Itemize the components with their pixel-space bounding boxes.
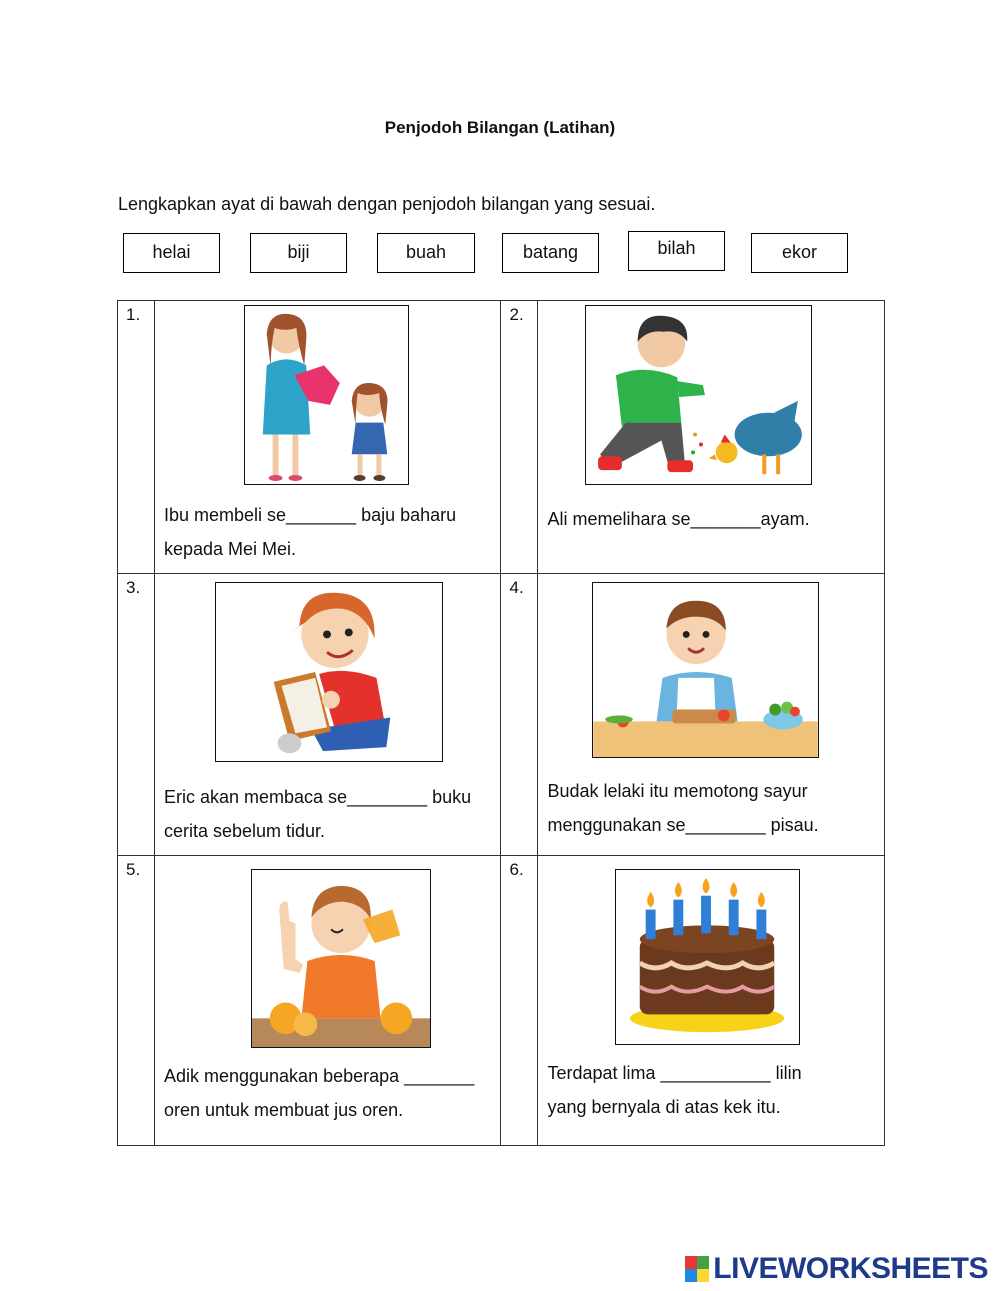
question-number: 3. (118, 574, 155, 856)
boy-reading-book-image (215, 582, 443, 762)
question-line-1: Ali memelihara se_______ayam. (547, 509, 810, 529)
question-cell-1 (154, 301, 501, 574)
question-line-1: Budak lelaki itu memotong sayur (547, 781, 808, 801)
question-number: 4. (501, 574, 538, 856)
question-line-2: kepada Mei Mei. (163, 539, 297, 559)
word-box-helai[interactable]: helai (123, 233, 220, 273)
word-box-bilah[interactable]: bilah (628, 231, 725, 271)
boy-drinking-orange-juice-image (251, 869, 431, 1048)
question-number: 2. (501, 301, 538, 574)
question-cell-6 (538, 856, 885, 1146)
boy-cutting-vegetables-image (592, 582, 819, 758)
word-box-ekor[interactable]: ekor (751, 233, 848, 273)
question-line-1: Terdapat lima ___________ lilin (547, 1063, 802, 1083)
question-line-2: yang bernyala di atas kek itu. (547, 1097, 781, 1117)
boy-feeding-chicken-image (585, 305, 812, 485)
question-line-1: Adik menggunakan beberapa _______ (163, 1066, 475, 1086)
question-cell-5 (154, 856, 501, 1146)
question-line-2: oren untuk membuat jus oren. (163, 1100, 404, 1120)
liveworksheets-brand-text: LIVEWORKSHEETS (713, 1252, 988, 1285)
question-line-2: menggunakan se________ pisau. (547, 815, 819, 835)
word-box-biji[interactable]: biji (250, 233, 347, 273)
word-box-batang[interactable]: batang (502, 233, 599, 273)
question-line-1: Ibu membeli se_______ baju baharu (163, 505, 457, 525)
birthday-cake-candles-image (615, 869, 800, 1045)
question-cell-3 (154, 574, 501, 856)
question-number: 1. (118, 301, 155, 574)
question-cell-4 (538, 574, 885, 856)
question-line-2: cerita sebelum tidur. (163, 821, 326, 841)
instruction-text: Lengkapkan ayat di bawah dengan penjodoh bilangan yang sesuai. (118, 194, 656, 214)
question-number: 5. (118, 856, 155, 1146)
question-number: 6. (501, 856, 538, 1146)
mother-daughter-shirt-image (244, 305, 409, 485)
worksheet-title: Penjodoh Bilangan (Latihan) (384, 118, 616, 137)
question-line-1: Eric akan membaca se________ buku (163, 787, 472, 807)
word-box-buah[interactable]: buah (377, 233, 475, 273)
question-cell-2 (538, 301, 885, 574)
liveworksheets-logo-icon (685, 1256, 709, 1282)
liveworksheets-branding[interactable] (685, 1252, 988, 1286)
question-table (117, 300, 885, 1146)
